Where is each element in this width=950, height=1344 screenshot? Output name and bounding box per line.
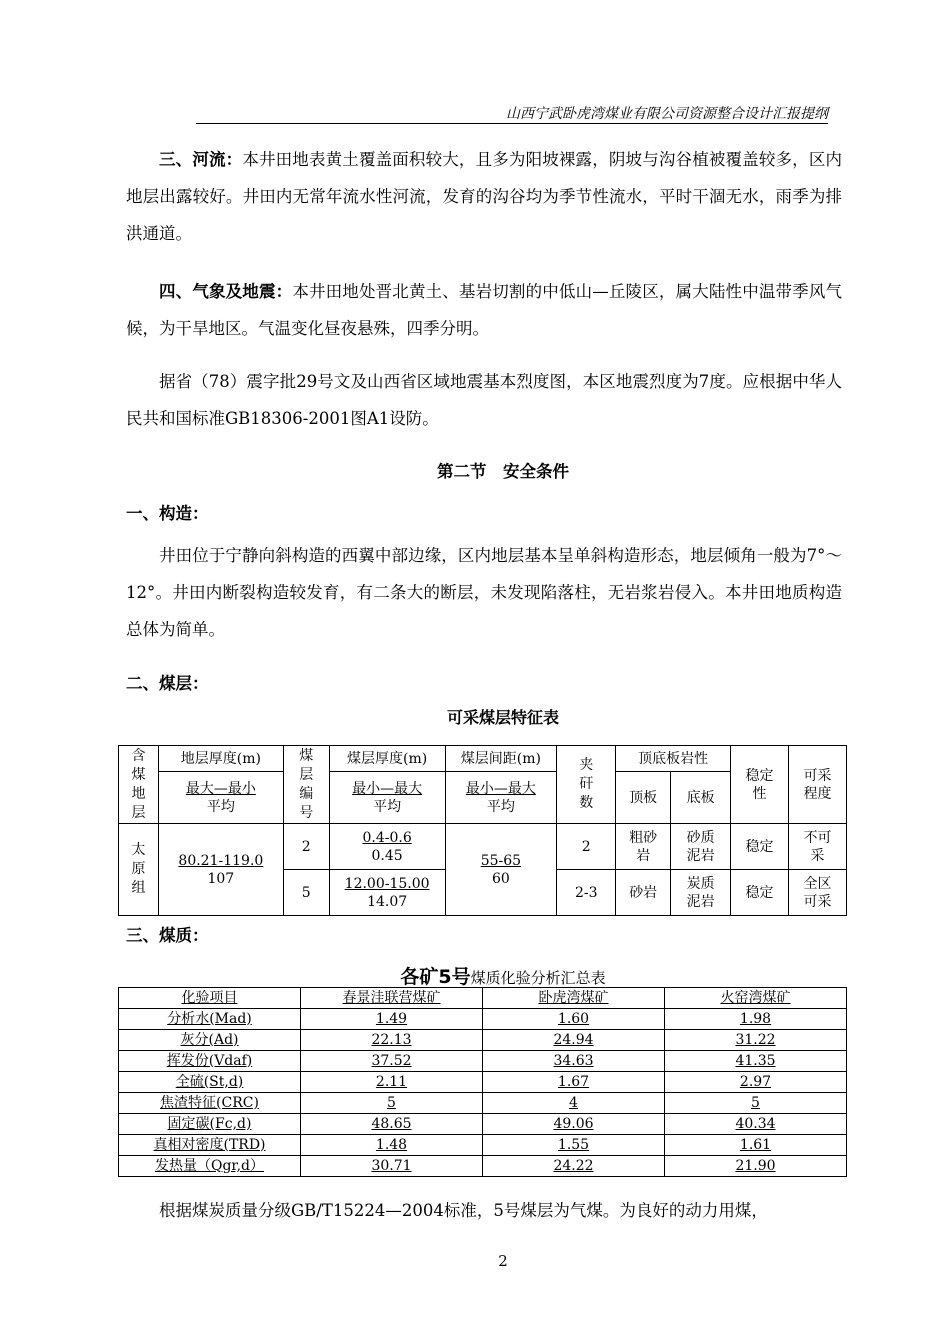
range-average: 平均: [206, 798, 235, 815]
value-cell: 24.94: [483, 1030, 665, 1051]
value-cell: 2.97: [665, 1072, 847, 1093]
running-header: 山西宁武卧虎湾煤业有限公司资源整合设计汇报提纲: [506, 106, 828, 122]
quality-heading: 三、煤质：: [126, 926, 209, 945]
header-seam-range: [329, 772, 445, 824]
formation-name: 太原组: [119, 824, 159, 916]
item-name: 焦渣特征(CRC): [119, 1093, 301, 1114]
quality-title-rest: 煤质化验分析汇总表: [470, 969, 606, 987]
value-cell: 48.65: [301, 1114, 483, 1135]
seam-characteristics-table: [118, 745, 847, 916]
range-max-min: 最大—最小: [185, 780, 256, 797]
coal-quality-table: [118, 987, 847, 1177]
header-formation: 含煤地层: [119, 746, 159, 824]
value-cell: 22.13: [301, 1030, 483, 1051]
header-minability: 可采程度: [789, 746, 847, 824]
interval-cell: [445, 824, 557, 916]
table-row: [119, 1114, 847, 1135]
minability-value: 全区可采: [789, 870, 847, 916]
item-name: 真相对密度(TRD): [119, 1135, 301, 1156]
item-name: 固定碳(Fc,d): [119, 1114, 301, 1135]
value-cell: 1.61: [665, 1135, 847, 1156]
value-cell: 21.90: [665, 1156, 847, 1177]
roof-rock: 砂岩: [616, 870, 671, 916]
table-row: [119, 1030, 847, 1051]
quality-conclusion: 根据煤炭质量分级GB/T15224—2004标准，5号煤层为气煤。为良好的动力用煤，: [159, 1201, 768, 1220]
floor-rock: 砂质泥岩: [671, 824, 731, 870]
river-label: 三、河流：: [159, 150, 243, 169]
river-text: 本井田地表黄土覆盖面积较大，且多为阳坡裸露，阴坡与沟谷植被覆盖较多，区内地层出露较好。井田内无常年流水性河流，发育的沟谷均为季节性流水，平时干涸无水，雨季为排洪通道。: [126, 150, 843, 243]
parting-count: 2-3: [557, 870, 616, 916]
item-name: 全硫(St,d): [119, 1072, 301, 1093]
seam-number: 5: [283, 870, 329, 916]
formation-range: 80.21-119.0: [178, 852, 264, 869]
seam-table-title: 可采煤层特征表: [446, 708, 559, 727]
header-formation-range: [158, 772, 283, 824]
table-row: [119, 824, 847, 870]
value-cell: 4: [483, 1093, 665, 1114]
stability-value: 稳定: [731, 824, 789, 870]
interval-average: 60: [491, 870, 510, 887]
seam-thickness-range: 12.00-15.00: [344, 875, 430, 892]
header-roof: 顶板: [616, 772, 671, 824]
value-cell: 24.22: [483, 1156, 665, 1177]
header-stability: 稳定性: [731, 746, 789, 824]
table-row: [119, 1135, 847, 1156]
stability-value: 稳定: [731, 870, 789, 916]
value-cell: 30.71: [301, 1156, 483, 1177]
column-header: 化验项目: [119, 988, 301, 1009]
header-floor: 底板: [671, 772, 731, 824]
table-row: [119, 1156, 847, 1177]
item-name: 挥发份(Vdaf): [119, 1051, 301, 1072]
climate-label: 四、气象及地震：: [159, 282, 293, 301]
value-cell: 37.52: [301, 1051, 483, 1072]
value-cell: 31.22: [665, 1030, 847, 1051]
seam-thickness-cell: [329, 870, 445, 916]
minability-value: 不可采: [789, 824, 847, 870]
table-header-row: [119, 988, 847, 1009]
range-average: 平均: [373, 798, 402, 815]
range-min-max: 最小—最大: [465, 780, 536, 797]
seam-thickness-range: 0.4-0.6: [362, 829, 412, 846]
seam-number: 2: [283, 824, 329, 870]
header-interval: 煤层间距(m): [445, 746, 557, 772]
page-number: 2: [498, 1252, 508, 1270]
item-name: 灰分(Ad): [119, 1030, 301, 1051]
table-row: [119, 1009, 847, 1030]
header-seam-thickness: 煤层厚度(m): [329, 746, 445, 772]
range-min-max: 最小—最大: [352, 780, 423, 797]
interval-range: 55-65: [480, 852, 522, 869]
value-cell: 41.35: [665, 1051, 847, 1072]
climate-paragraph: [126, 273, 842, 347]
value-cell: 49.06: [483, 1114, 665, 1135]
formation-average: 107: [207, 870, 235, 887]
header-seam-no: 煤层编号: [283, 746, 329, 824]
column-header: 卧虎湾煤矿: [483, 988, 665, 1009]
seams-heading: 二、煤层：: [126, 674, 209, 693]
quality-title-bold: 各矿5号: [400, 966, 471, 988]
floor-rock: 炭质泥岩: [671, 870, 731, 916]
item-name: 发热量（Qgr,d）: [119, 1156, 301, 1177]
quality-table-title: [0, 962, 950, 989]
value-cell: 1.49: [301, 1009, 483, 1030]
range-average: 平均: [486, 798, 515, 815]
table-row: [119, 1051, 847, 1072]
header-formation-thickness: 地层厚度(m): [158, 746, 283, 772]
header-interval-range: [445, 772, 557, 824]
value-cell: 1.67: [483, 1072, 665, 1093]
value-cell: 5: [665, 1093, 847, 1114]
table-row: [119, 1093, 847, 1114]
structure-heading: 一、构造：: [126, 504, 209, 523]
table-row: [119, 1072, 847, 1093]
value-cell: 34.63: [483, 1051, 665, 1072]
earthquake-paragraph: 据省（78）震字批29号文及山西省区域地震基本烈度图，本区地震烈度为7度。应根据中华人民共和国标准GB18306-2001图A1设防。: [126, 372, 842, 428]
column-header: 火窑湾煤矿: [665, 988, 847, 1009]
formation-thickness-cell: [158, 824, 283, 916]
seam-thickness-average: 0.45: [371, 847, 403, 864]
column-header: 春景洼联营煤矿: [301, 988, 483, 1009]
value-cell: 2.11: [301, 1072, 483, 1093]
structure-paragraph: 井田位于宁静向斜构造的西翼中部边缘，区内地层基本呈单斜构造形态，地层倾角一般为7°～12°。井田内断裂构造较发育，有二条大的断层，未发现陷落柱，无岩浆岩侵入。本井田地质构造总体为简单。: [126, 546, 842, 639]
header-roof-floor: 顶底板岩性: [616, 746, 731, 772]
value-cell: 5: [301, 1093, 483, 1114]
value-cell: 1.48: [301, 1135, 483, 1156]
item-name: 分析水(Mad): [119, 1009, 301, 1030]
parting-count: 2: [557, 824, 616, 870]
header-parting: 夹矸数: [557, 746, 616, 824]
value-cell: 1.55: [483, 1135, 665, 1156]
header-rule: [196, 123, 828, 124]
climate-text: 本井田地处晋北黄土、基岩切割的中低山—丘陵区，属大陆性中温带季风气候，为干旱地区。气温变化昼夜悬殊，四季分明。: [126, 282, 843, 338]
river-paragraph: [126, 141, 842, 252]
roof-rock: 粗砂岩: [616, 824, 671, 870]
seam-thickness-average: 14.07: [367, 893, 408, 910]
section-title: 第二节 安全条件: [437, 462, 569, 481]
value-cell: 1.60: [483, 1009, 665, 1030]
seam-thickness-cell: [329, 824, 445, 870]
value-cell: 40.34: [665, 1114, 847, 1135]
value-cell: 1.98: [665, 1009, 847, 1030]
